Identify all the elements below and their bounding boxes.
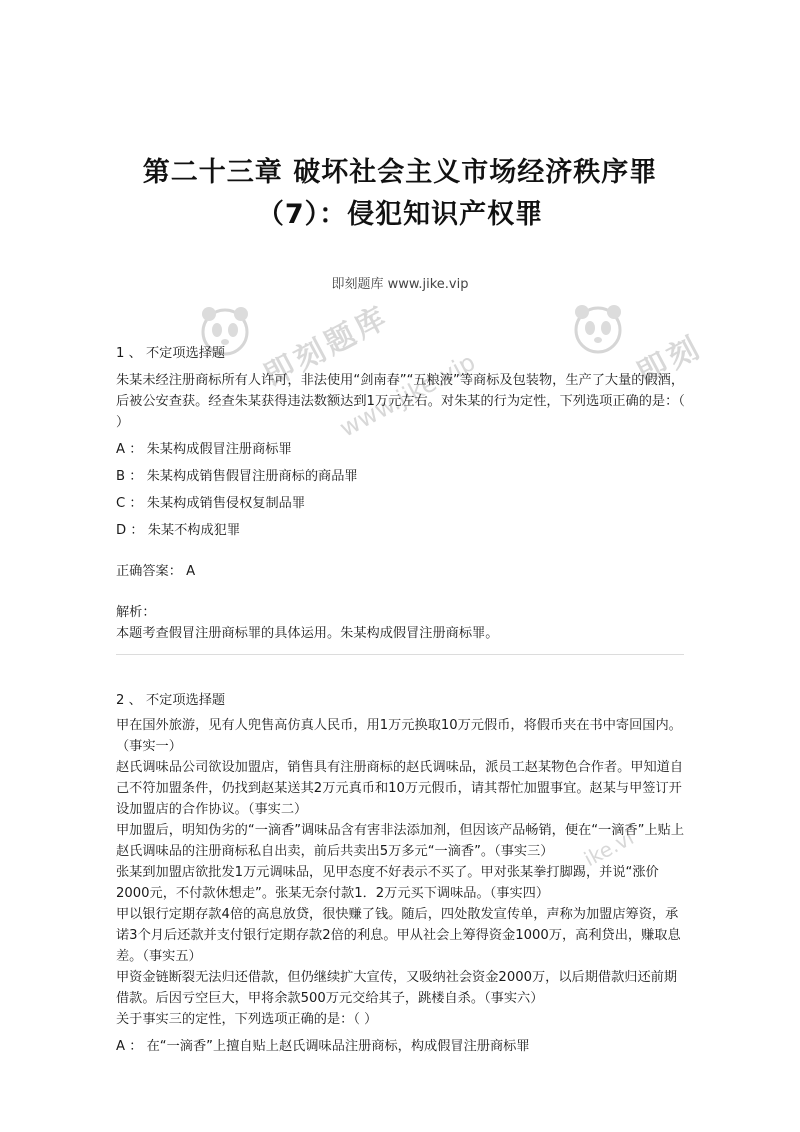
fact-paragraph: 甲以银行定期存款4倍的高息放贷，很快赚了钱。随后，四处散发宣传单，声称为加盟店筹资，承诺3个月后还款并支付银行定期存款2倍的利息。甲从社会上筹得资金1000万，高利贷出，赚取息差。（事实五） (116, 907, 681, 964)
fact-paragraph: 甲在国外旅游，见有人兜售高仿真人民币，用1万元换取10万元假币，将假币夹在书中寄回国内。（事实一） (116, 718, 682, 754)
question-stem: 朱某未经注册商标所有人许可，非法使用“剑南春”“五粮液”等商标及包装物，生产了大量的假酒，后被公安查获。经查朱某获得违法数额达到1万元左右。对朱某的行为定性，下列选项正确的是：（ ） (116, 373, 685, 430)
fact-paragraph: 张某到加盟店欲批发1万元调味品，见甲态度不好表示不买了。甲对张某拳打脚踢，并说“涨价2000元，不付款休想走”。张某无奈付款1．2万元买下调味品。（事实四） (116, 865, 659, 901)
question-header: 2 、 不定项选择题 (116, 693, 226, 708)
analysis-label: 解析： (116, 605, 156, 620)
question-header: 1 、 不定项选择题 (116, 346, 226, 361)
option-d: D ： 朱某不构成犯罪 (116, 523, 241, 538)
page-title-line2: （7）：侵犯知识产权罪 (256, 199, 544, 230)
option-c: C ： 朱某构成销售侵权复制品罪 (116, 496, 306, 511)
option-a: A ： 朱某构成假冒注册商标罪 (116, 442, 292, 457)
watermark-url: www.jike.vip (335, 347, 480, 443)
watermark-text: 即刻 (631, 329, 709, 392)
correct-answer: 正确答案： A (116, 564, 196, 579)
question-divider (116, 654, 684, 655)
option-b: B ： 朱某构成销售假冒注册商标的商品罪 (116, 469, 358, 484)
question-1 (116, 343, 686, 644)
analysis-text: 本题考查假冒注册商标罪的具体运用。朱某构成假冒注册商标罪。 (116, 626, 499, 641)
fact-paragraph: 甲资金链断裂无法归还借款，但仍继续扩大宣传，又吸纳社会资金2000万，以后期借款归还前期借款。后因亏空巨大，甲将余款500万元交给其子，跳楼自杀。（事实六） (116, 970, 678, 1006)
watermark-url: ike.vi (580, 825, 638, 872)
source-line: 即刻题库 www.jike.vip (331, 277, 469, 292)
fact-paragraph: 甲加盟后，明知伪劣的“一滴香”调味品含有害非法添加剂，但因该产品畅销，便在“一滴香”上贴上赵氏调味品的注册商标私自出卖，前后共卖出5万多元“一滴香”。（事实三） (116, 823, 685, 859)
fact-paragraph: 赵氏调味品公司欲设加盟店，销售具有注册商标的赵氏调味品，派员工赵某物色合作者。甲知道自己不符加盟条件，仍找到赵某送其2万元真币和10万元假币，请其帮忙加盟事宜。赵某与甲签订开设加盟店的合作协议。（事实二） (116, 760, 684, 817)
question-stem: 关于事实三的定性，下列选项正确的是：（ ） (116, 1012, 378, 1027)
page-title-line1: 第二十三章 破坏社会主义市场经济秩序罪 (142, 157, 658, 188)
question-2 (116, 690, 686, 1057)
option-a: A ： 在“一滴香”上擅自贴上赵氏调味品注册商标，构成假冒注册商标罪 (116, 1039, 530, 1054)
watermark-text: 即刻题库 (258, 299, 396, 394)
